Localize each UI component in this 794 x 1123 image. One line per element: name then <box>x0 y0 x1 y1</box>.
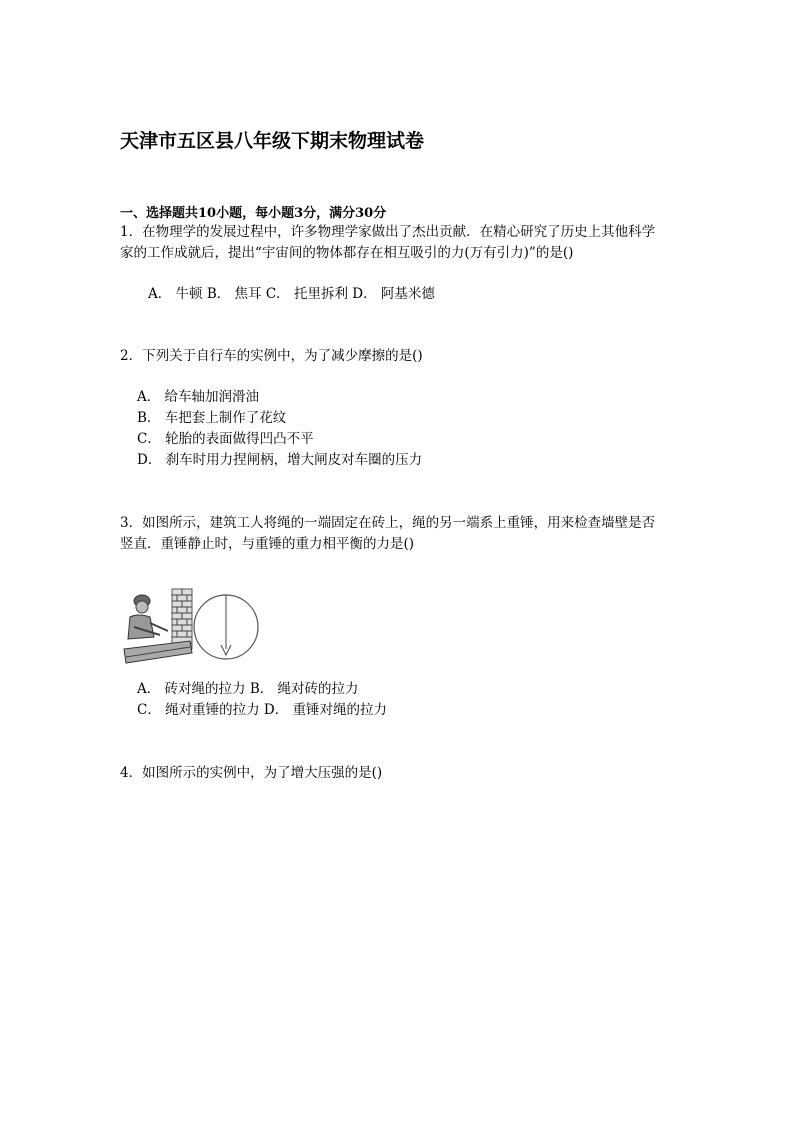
section-heading: 一、选择题共10小题，每小题3分，满分30分 <box>120 206 387 221</box>
page-title: 天津市五区县八年级下期末物理试卷 <box>120 130 425 152</box>
question-1-options: A． 牛顿 B． 焦耳 C． 托里拆利 D． 阿基米德 <box>148 286 435 302</box>
question-2-option-d: D． 刹车时用力捏闸柄，增大闸皮对车圈的压力 <box>137 452 423 468</box>
question-3-options-line-2: C． 绳对重锤的拉力 D． 重锤对绳的拉力 <box>137 702 388 718</box>
question-3-stem-line-2: 竖直．重锤静止时，与重锤的重力相平衡的力是() <box>120 536 415 552</box>
question-3-stem-line-1: 3．如图所示，建筑工人将绳的一端固定在砖上，绳的另一端系上重锤，用来检查墙壁是否 <box>120 515 656 531</box>
question-1-stem-line-1: 1．在物理学的发展过程中，许多物理学家做出了杰出贡献．在精心研究了历史上其他科学 <box>120 224 656 240</box>
question-4-stem: 4．如图所示的实例中，为了增大压强的是() <box>120 765 383 781</box>
plumb-line-figure <box>120 587 260 667</box>
question-2-option-c: C． 轮胎的表面做得凹凸不平 <box>137 431 314 447</box>
plumb-bob-inset <box>194 595 258 659</box>
question-1-stem-line-2: 家的工作成就后，提出“宇宙间的物体都存在相互吸引的力(万有引力)”的是() <box>120 245 574 261</box>
question-2-stem: 2．下列关于自行车的实例中，为了减少摩擦的是() <box>120 348 423 364</box>
question-2-option-a: A． 给车轴加润滑油 <box>137 389 260 405</box>
question-2-option-b: B． 车把套上制作了花纹 <box>137 410 287 426</box>
worker-illustration <box>124 589 192 663</box>
question-3-options-line-1: A． 砖对绳的拉力 B． 绳对砖的拉力 <box>137 681 359 697</box>
